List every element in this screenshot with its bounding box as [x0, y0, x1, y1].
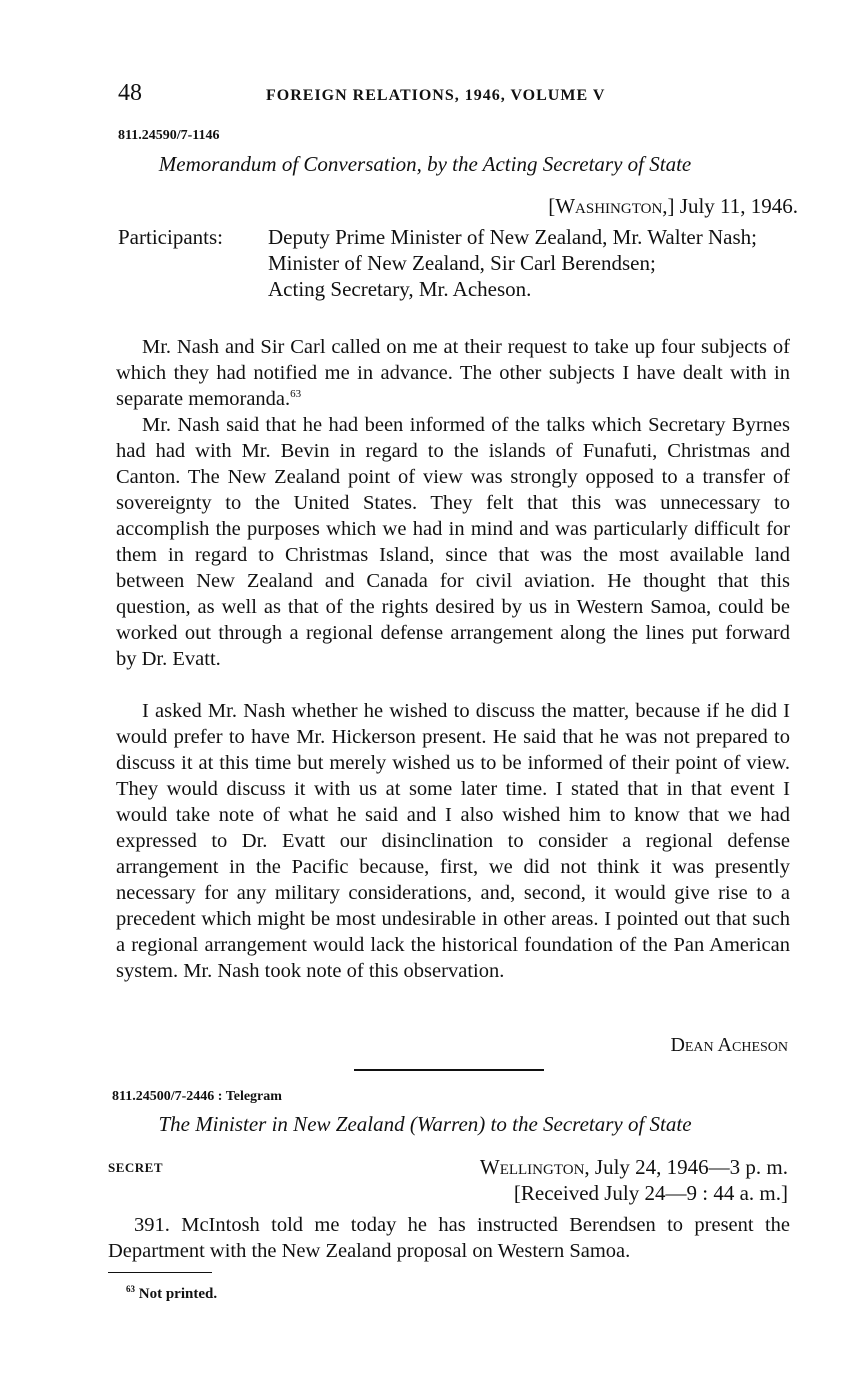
- memo-paragraph-3: I asked Mr. Nash whether he wished to discuss the matter, because if he did I would prefer to have Mr. Hickerson present. He said that he was not prepared to discuss it at this time but merely wished us to be informed of their point of view. They would discuss it with us at some later time. I stated that in that event I would take note of what he said and I also wished him to know that we had expressed to Dr. Evatt our disinclination to consider a regional defense arrangement in the Pacific because, first, we did not think it was presently necessary for any military considerations, and, second, it would give rise to a precedent which might be most undesirable in other areas. I pointed out that such a regional arrangement would lack the historical foundation of the Pan American system. Mr. Nash took note of this observation.: [116, 700, 790, 982]
- signature: Dean Acheson: [670, 1034, 788, 1056]
- telegram-received: [Received July 24—9 : 44 a. m.]: [513, 1181, 788, 1205]
- telegram-file-number: 811.24500/7-2446 : Telegram: [112, 1089, 282, 1104]
- page-header: [118, 80, 798, 112]
- telegram-place: Wellington,: [479, 1155, 590, 1179]
- footnote-reference: 63: [290, 388, 302, 401]
- memo-paragraph-1: [116, 334, 790, 412]
- telegram-dateline: [480, 1155, 788, 1180]
- footnote-rule: [108, 1272, 212, 1273]
- footnote: [126, 1284, 217, 1303]
- memo-dateline: [548, 194, 798, 219]
- page-number: 48: [118, 80, 142, 106]
- participant-item: Minister of New Zealand, Sir Carl Berendsen;: [268, 251, 656, 275]
- memo-date: July 11, 1946.: [679, 194, 798, 218]
- participants-list: [268, 224, 798, 302]
- footnote-text: Not printed.: [138, 1286, 218, 1302]
- section-divider: [354, 1069, 544, 1071]
- participants-label: Participants:: [118, 225, 223, 249]
- memo-paragraph-2: Mr. Nash said that he had been informed of the talks which Secretary Byrnes had had with Mr. Bevin in regard to the islands of Funafuti, Christmas and Canton. The New Zealand point of view was strongly opposed to a transfer of sovereignty to the United States. They felt that this was unnecessary to accomplish the purposes which we had in mind and was particularly difficult for them in regard to Christmas Island, since that was the most available land between New Zealand and Canada for civil aviation. He thought that this question, as well as that of the rights desired by us in Western Samoa, could be worked out through a regional defense arrangement along the lines put forward by Dr. Evatt.: [116, 414, 790, 670]
- running-head: FOREIGN RELATIONS, 1946, VOLUME V: [266, 87, 606, 104]
- paragraph-text: Mr. Nash and Sir Carl called on me at their request to take up four subjects of which they had notified me in advance. The other subjects I have dealt with in separate memoranda.: [116, 336, 790, 410]
- participant-item: Acting Secretary, Mr. Acheson.: [268, 277, 532, 301]
- telegram-paragraph-1: 391. McIntosh told me today he has instructed Berendsen to present the Department with the New Zealand proposal on Western Samoa.: [108, 1214, 790, 1262]
- memo-title: Memorandum of Conversation, by the Acting Secretary of State: [158, 152, 692, 176]
- classification-label: SECRET: [108, 1160, 164, 1175]
- memo-place: [Washington,]: [548, 194, 675, 218]
- participant-item: Deputy Prime Minister of New Zealand, Mr. Walter Nash;: [268, 225, 757, 249]
- telegram-title: The Minister in New Zealand (Warren) to the Secretary of State: [158, 1112, 692, 1136]
- telegram-date-time: July 24, 1946—3 p. m.: [594, 1155, 788, 1179]
- memo-file-number: 811.24590/7-1146: [118, 128, 220, 143]
- footnote-marker: 63: [126, 1284, 135, 1294]
